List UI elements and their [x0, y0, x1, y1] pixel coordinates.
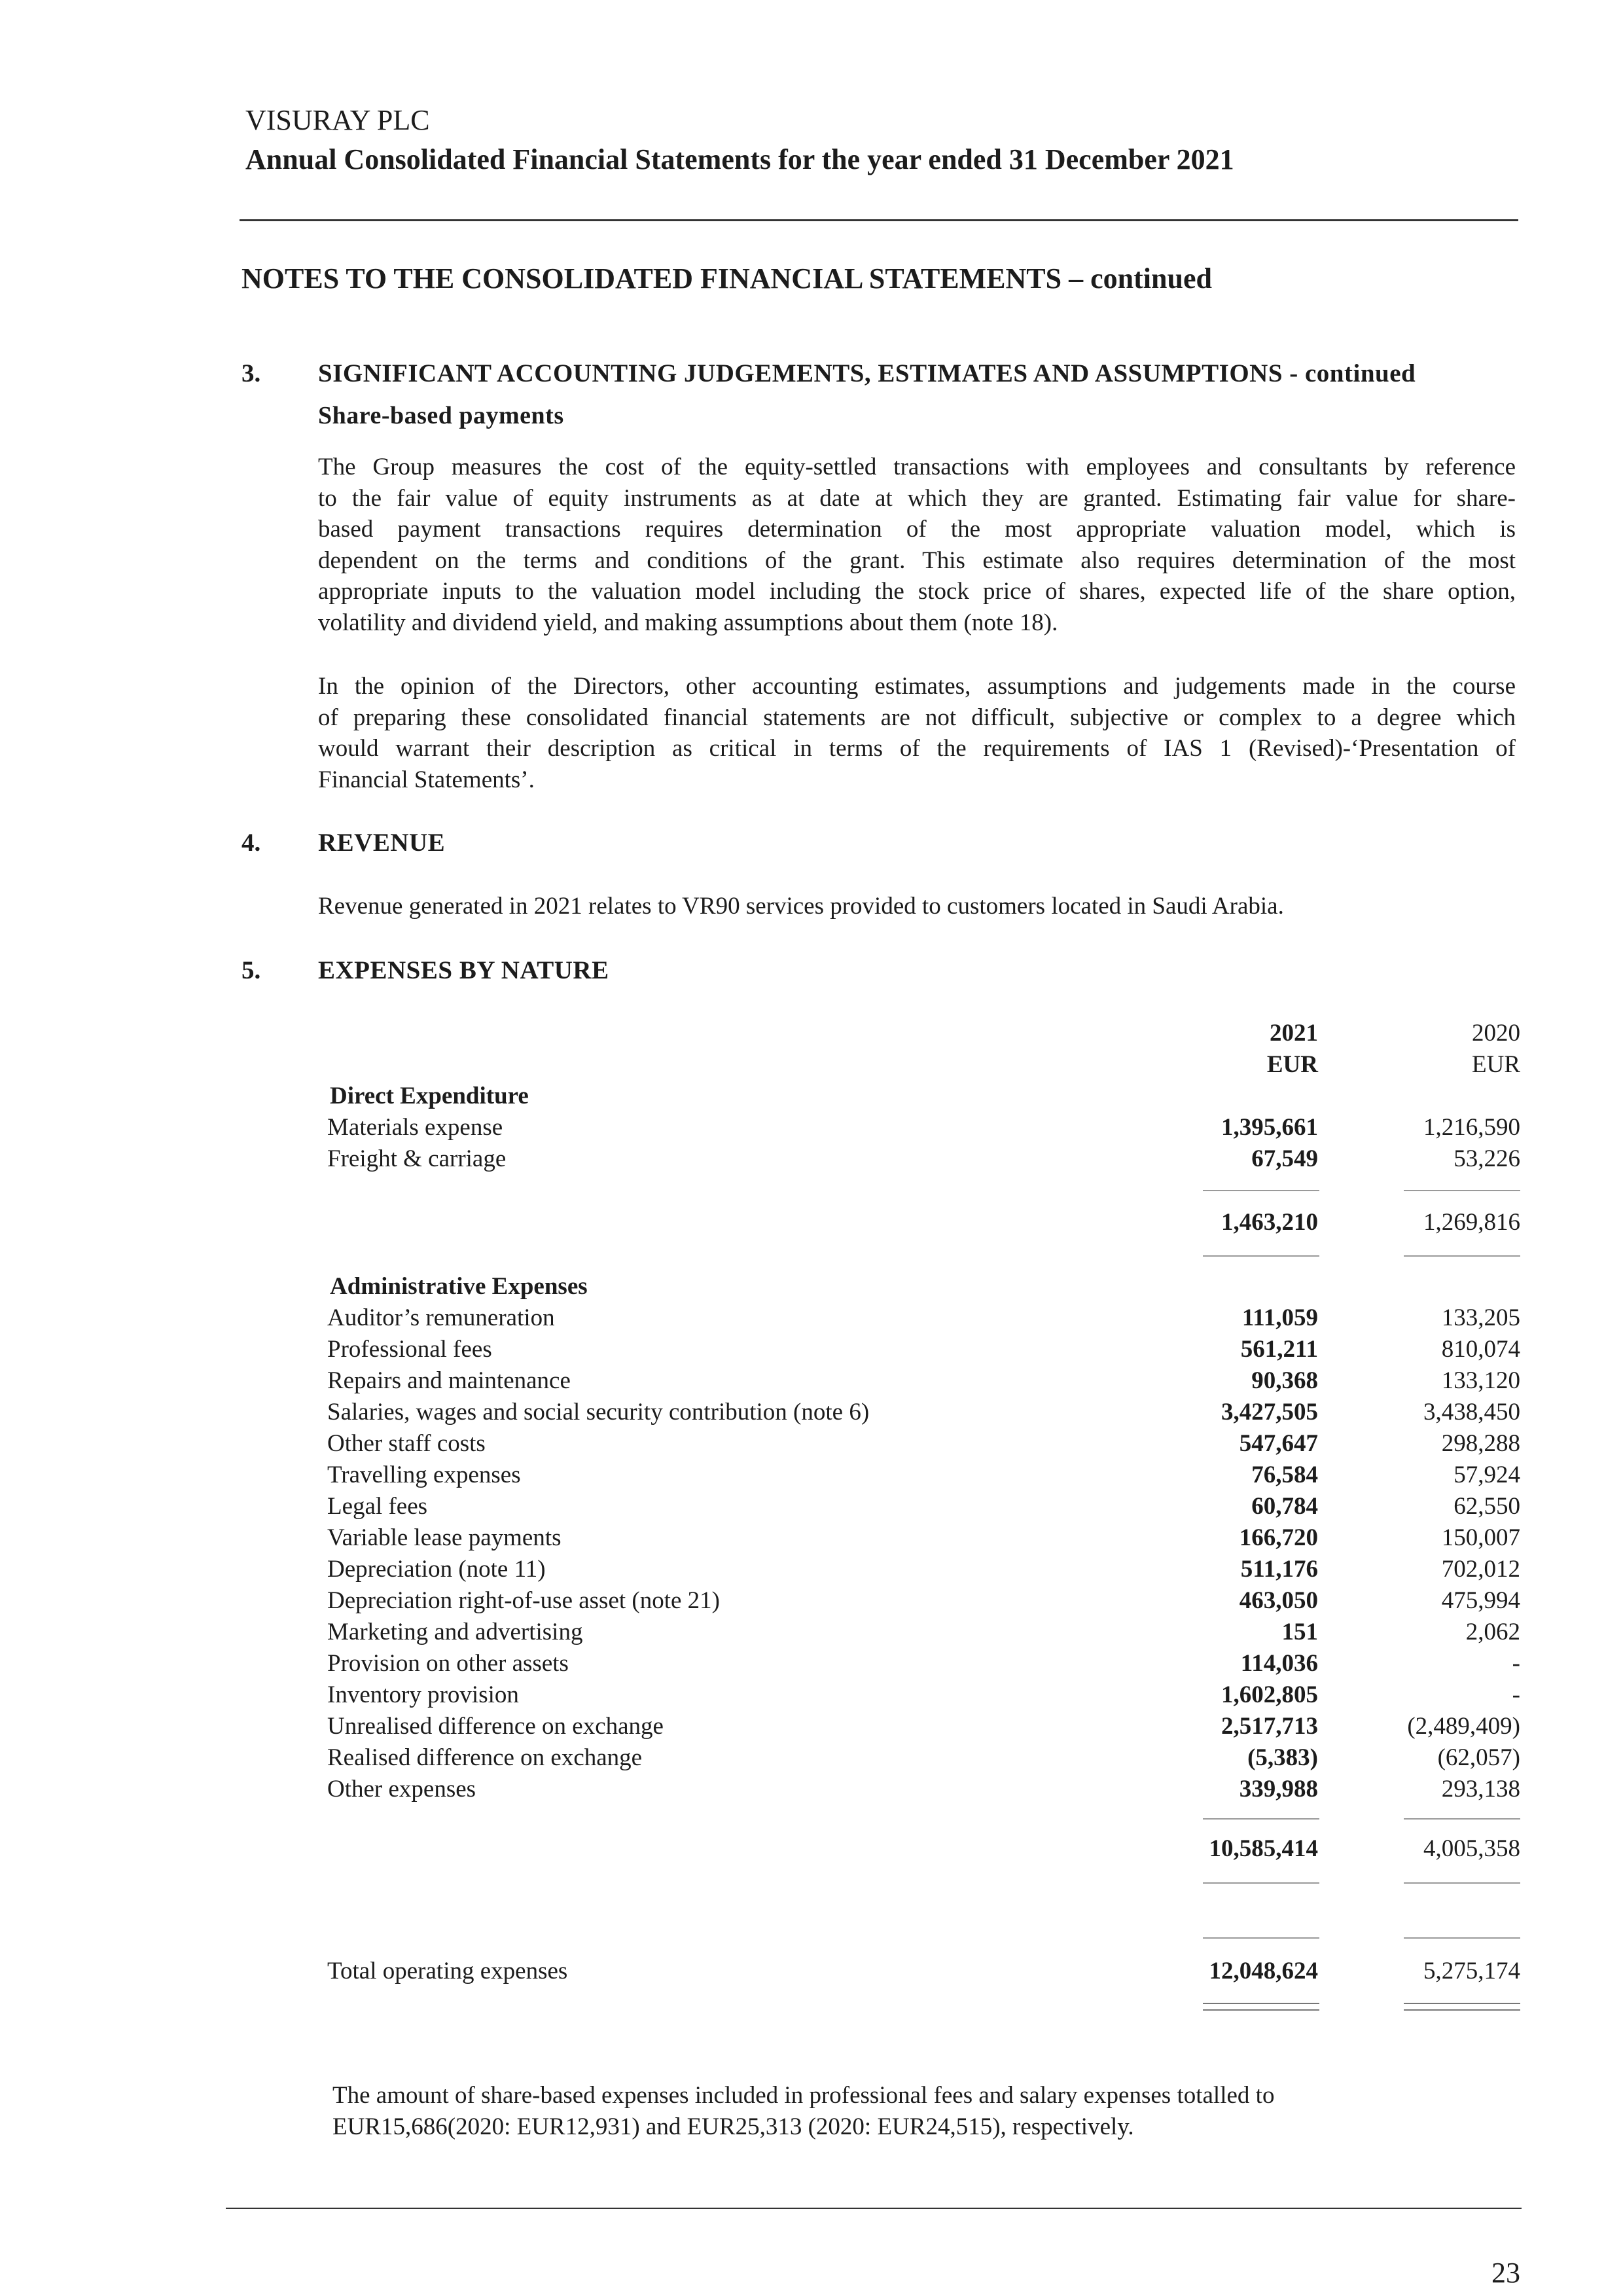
subtotal-rule [1203, 1255, 1319, 1257]
subtotal-rule [1203, 1882, 1319, 1884]
paragraph-line: In the opinion of the Directors, other accounting estimates, assumptions and judgements made in the course [318, 673, 1516, 700]
table-cell-2021: 114,036 [1240, 1650, 1318, 1677]
table-cell-2021: 111,059 [1241, 1304, 1318, 1331]
table-cell-2020: (62,057) [1437, 1744, 1520, 1771]
subtotal-rule [1404, 1190, 1520, 1191]
total-operating-expenses-label: Total operating expenses [327, 1958, 568, 1984]
notes-heading: NOTES TO THE CONSOLIDATED FINANCIAL STATEMENTS – continued [241, 262, 1212, 295]
paragraph-line: The Group measures the cost of the equity-settled transactions with employees and consultants by reference [318, 454, 1516, 480]
table-cell-2021: 60,784 [1251, 1493, 1318, 1520]
section-5-number: 5. [241, 956, 261, 984]
direct-subtotal-2020: 1,269,816 [1423, 1209, 1520, 1236]
table-cell-2020: - [1512, 1650, 1520, 1677]
table-cell-2021: (5,383) [1247, 1744, 1318, 1771]
table-cell-2021: 2,517,713 [1221, 1713, 1318, 1740]
table-cell-2021: 511,176 [1240, 1556, 1318, 1583]
column-header-2020-year: 2020 [1472, 1020, 1520, 1047]
table-row-label: Inventory provision [327, 1681, 519, 1708]
table-cell-2021: 1,395,661 [1221, 1114, 1318, 1141]
table-cell-2020: 293,138 [1441, 1776, 1520, 1803]
direct-subtotal-2021: 1,463,210 [1221, 1209, 1318, 1236]
table-row-label: Professional fees [327, 1336, 492, 1363]
share-based-expenses-footnote [332, 2080, 1445, 2143]
table-cell-2021: 76,584 [1251, 1462, 1318, 1488]
table-row-label: Marketing and advertising [327, 1619, 583, 1645]
section-3-number: 3. [241, 359, 261, 387]
paragraph-line: appropriate inputs to the valuation model including the stock price of shares, expected life of the share option, [318, 578, 1516, 605]
paragraph-line: based payment transactions requires determination of the most appropriate valuation model, which is [318, 516, 1516, 543]
section-5-title: EXPENSES BY NATURE [318, 956, 609, 984]
column-header-2021-currency: EUR [1266, 1051, 1318, 1078]
table-cell-2021: 90,368 [1251, 1367, 1318, 1394]
table-cell-2020: 1,216,590 [1423, 1114, 1520, 1141]
footnote-line: The amount of share-based expenses included in professional fees and salary expenses totalled to [332, 2082, 1275, 2109]
table-row-label: Other expenses [327, 1776, 476, 1803]
table-cell-2020: - [1512, 1681, 1520, 1708]
subtotal-rule [1404, 1818, 1520, 1820]
total-rule [1203, 1937, 1319, 1939]
table-cell-2020: 57,924 [1454, 1462, 1520, 1488]
directors-opinion-paragraph [318, 671, 1516, 795]
column-header-2020-currency: EUR [1472, 1051, 1520, 1078]
total-operating-expenses-2020: 5,275,174 [1423, 1958, 1520, 1984]
paragraph-line: Financial Statements’. [318, 766, 535, 793]
share-based-payments-subheading: Share-based payments [318, 402, 564, 429]
page-number: 23 [1491, 2257, 1520, 2289]
column-header-2021-year: 2021 [1270, 1020, 1318, 1047]
table-cell-2021: 339,988 [1239, 1776, 1318, 1803]
table-cell-2020: 133,120 [1441, 1367, 1520, 1394]
table-row-label: Realised difference on exchange [327, 1744, 643, 1771]
table-cell-2020: 150,007 [1441, 1524, 1520, 1551]
table-row-label: Salaries, wages and social security contribution (note 6) [327, 1399, 870, 1426]
table-cell-2020: 53,226 [1454, 1145, 1520, 1172]
paragraph-line: volatility and dividend yield, and making assumptions about them (note 18). [318, 609, 1058, 636]
table-cell-2021: 151 [1281, 1619, 1318, 1645]
subtotal-rule [1404, 1882, 1520, 1884]
table-cell-2021: 3,427,505 [1221, 1399, 1318, 1426]
share-based-payments-paragraph [318, 452, 1516, 638]
paragraph-line: would warrant their description as critical in terms of the requirements of IAS 1 (Revised)-‘Presentation of [318, 735, 1516, 762]
total-rule [1404, 1937, 1520, 1939]
table-row-label: Depreciation right-of-use asset (note 21) [327, 1587, 721, 1614]
revenue-text: Revenue generated in 2021 relates to VR90 services provided to customers located in Saudi Arabia. [318, 893, 1284, 920]
table-row-label: Legal fees [327, 1493, 428, 1520]
report-title: Annual Consolidated Financial Statements for the year ended 31 December 2021 [245, 143, 1234, 175]
admin-subtotal-2020: 4,005,358 [1423, 1835, 1520, 1862]
company-name: VISURAY PLC [245, 104, 430, 136]
footnote-line: EUR15,686(2020: EUR12,931) and EUR25,313 (2020: EUR24,515), respectively. [332, 2113, 1134, 2140]
table-cell-2020: 475,994 [1441, 1587, 1520, 1614]
admin-subtotal-2021: 10,585,414 [1209, 1835, 1318, 1862]
table-cell-2020: 62,550 [1454, 1493, 1520, 1520]
total-operating-expenses-2021: 12,048,624 [1209, 1958, 1318, 1984]
header-divider [240, 219, 1518, 221]
table-cell-2021: 547,647 [1239, 1430, 1318, 1457]
table-row-label: Other staff costs [327, 1430, 486, 1457]
table-row-label: Variable lease payments [327, 1524, 562, 1551]
table-cell-2021: 166,720 [1239, 1524, 1318, 1551]
table-cell-2020: 133,205 [1441, 1304, 1520, 1331]
paragraph-line: of preparing these consolidated financial statements are not difficult, subjective or complex to a degree which [318, 704, 1516, 731]
table-cell-2021: 561,211 [1240, 1336, 1318, 1363]
section-4-title: REVENUE [318, 829, 446, 857]
administrative-expenses-heading: Administrative Expenses [330, 1273, 588, 1300]
double-underline [1404, 2003, 1520, 2011]
table-cell-2021: 463,050 [1239, 1587, 1318, 1614]
table-row-label: Materials expense [327, 1114, 503, 1141]
table-cell-2020: 2,062 [1465, 1619, 1520, 1645]
subtotal-rule [1203, 1190, 1319, 1191]
table-row-label: Auditor’s remuneration [327, 1304, 555, 1331]
table-cell-2021: 67,549 [1251, 1145, 1318, 1172]
direct-expenditure-heading: Direct Expenditure [330, 1083, 529, 1109]
table-row-label: Freight & carriage [327, 1145, 507, 1172]
subtotal-rule [1203, 1818, 1319, 1820]
table-row-label: Repairs and maintenance [327, 1367, 571, 1394]
table-row-label: Depreciation (note 11) [327, 1556, 546, 1583]
table-cell-2020: (2,489,409) [1407, 1713, 1520, 1740]
subtotal-rule [1404, 1255, 1520, 1257]
table-row-label: Provision on other assets [327, 1650, 569, 1677]
table-row-label: Travelling expenses [327, 1462, 521, 1488]
paragraph-line: to the fair value of equity instruments as at date at which they are granted. Estimating fair value for share- [318, 484, 1516, 512]
section-3-title: SIGNIFICANT ACCOUNTING JUDGEMENTS, ESTIMATES AND ASSUMPTIONS - continued [318, 359, 1416, 387]
paragraph-line: dependent on the terms and conditions of the grant. This estimate also requires determination of the most [318, 547, 1516, 574]
table-cell-2020: 702,012 [1441, 1556, 1520, 1583]
double-underline [1203, 2003, 1319, 2011]
table-row-label: Unrealised difference on exchange [327, 1713, 664, 1740]
table-cell-2020: 298,288 [1441, 1430, 1520, 1457]
footer-divider [226, 2208, 1522, 2209]
table-cell-2020: 810,074 [1441, 1336, 1520, 1363]
table-cell-2021: 1,602,805 [1221, 1681, 1318, 1708]
section-4-number: 4. [241, 829, 261, 857]
table-cell-2020: 3,438,450 [1423, 1399, 1520, 1426]
